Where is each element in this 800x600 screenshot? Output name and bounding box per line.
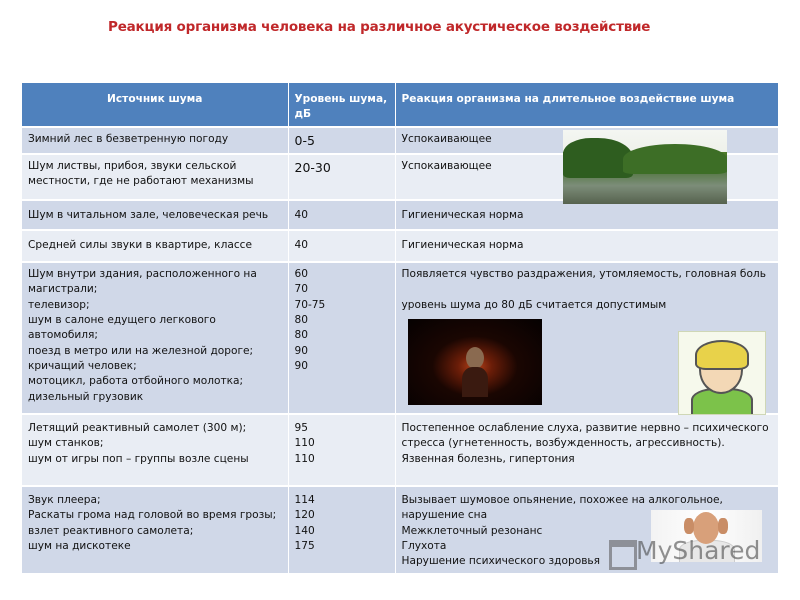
cell-reaction: Вызывает шумовое опьянение, похожее на алкогольное, нарушение сна Межклеточный резонанс Глухота Нарушение психического здоровья [395, 486, 778, 574]
table-row [22, 200, 778, 230]
cell-level: 60 70 70-75 80 80 90 90 [288, 262, 395, 414]
cell-reaction: Постепенное ослабление слуха, развитие нервно – психического стресса (угнетенность, возбужденность, агрессивность). Язвенная болезнь, гипертония [395, 414, 778, 486]
table-header-row [22, 83, 778, 127]
cell-reaction: Успокаивающее [395, 154, 778, 200]
cell-level: 0-5 [288, 127, 395, 154]
table-row [22, 262, 778, 414]
header-level: Уровень шума, дБ [288, 83, 395, 127]
cell-level: 20-30 [288, 154, 395, 200]
figure-body [462, 367, 488, 397]
cell-level: 40 [288, 230, 395, 262]
cell-reaction: Успокаивающее [395, 127, 778, 154]
header-reaction: Реакция организма на длительное воздействие шума [395, 83, 778, 127]
lake-photo [563, 130, 727, 204]
tree-shape [623, 144, 727, 174]
cartoon-headache [678, 331, 766, 415]
cell-source: Зимний лес в безветренную погоду [22, 127, 288, 154]
table-row [22, 230, 778, 262]
cell-source: Средней силы звуки в квартире, классе [22, 230, 288, 262]
cartoon-hair [695, 340, 749, 370]
cell-level: 40 [288, 200, 395, 230]
cell-source: Шум в читальном зале, человеческая речь [22, 200, 288, 230]
cell-level: 114 120 140 175 [288, 486, 395, 574]
cell-source: Летящий реактивный самолет (300 м); шум станков; шум от игры поп – группы возле сцены [22, 414, 288, 486]
table-row [22, 414, 778, 486]
cell-source: Звук плеера; Раскаты грома над головой во время грозы; взлет реактивного самолета; шум на дискотеке [22, 486, 288, 574]
cell-source: Шум внутри здания, расположенного на магистрали; телевизор; шум в салоне едущего легкового автомобиля; поезд в метро или на железной дороге; кричащий человек; мотоцикл, работа отбойного молотка; дизельный грузовик [22, 262, 288, 414]
header-source: Источник шума [22, 83, 288, 127]
cell-reaction: Гигиеническая норма [395, 230, 778, 262]
dark-figure-photo [408, 319, 542, 405]
cell-reaction: Гигиеническая норма [395, 200, 778, 230]
cell-source: Шум листвы, прибоя, звуки сельской местности, где не работают механизмы [22, 154, 288, 200]
page-title: Реакция организма человека на различное акустическое воздействие [108, 19, 651, 35]
watermark: MyShared [636, 536, 761, 565]
figure-head [466, 347, 484, 369]
cell-reaction: Появляется чувство раздражения, утомляемость, головная боль уровень шума до 80 дБ считается допустимым [395, 262, 778, 414]
watermark-icon [609, 540, 637, 570]
man-hand-left [684, 518, 694, 534]
cell-level: 95 110 110 [288, 414, 395, 486]
man-hand-right [718, 518, 728, 534]
